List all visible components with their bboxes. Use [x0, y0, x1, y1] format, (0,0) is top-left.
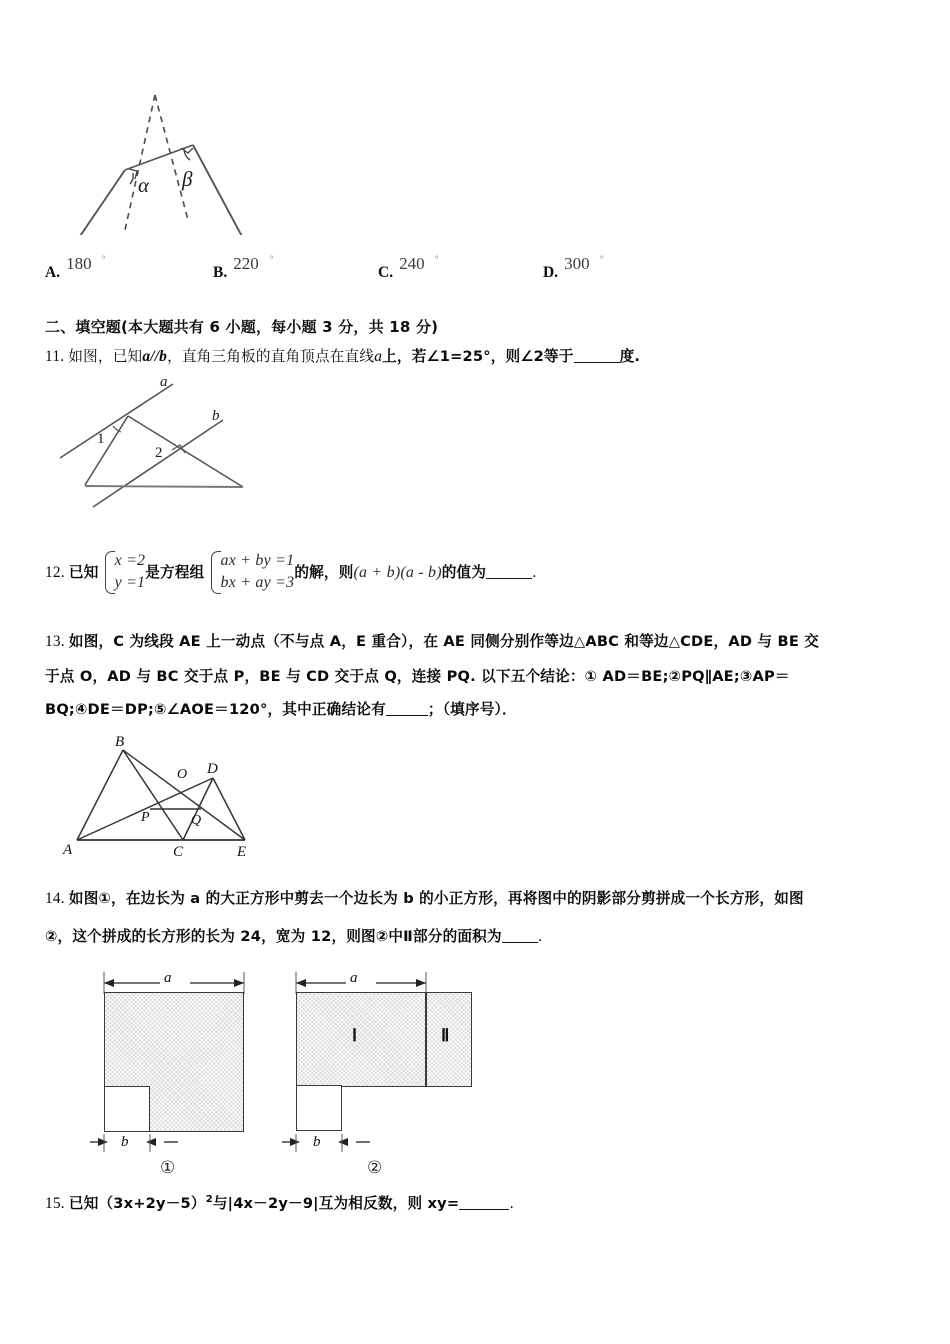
question-11-text-3: 上，若∠1=25°，则∠2等于: [382, 348, 574, 365]
option-d-degree: °: [600, 254, 604, 264]
question-14-line-1: [45, 887, 930, 911]
fig1-cut-square: [104, 1086, 150, 1132]
fig1-dimension-a: [96, 972, 256, 994]
question-13-text-line-3: BQ;④DE＝DP;⑤∠AOE＝120°，其中正确结论有: [45, 701, 386, 718]
point-p-label: P: [141, 810, 150, 825]
system-1-line-1: x =2: [114, 552, 146, 569]
point-d-label: D: [207, 761, 218, 777]
options-row: [45, 254, 905, 292]
question-12-text-4: 的值为: [441, 564, 487, 582]
point-e-label: E: [237, 844, 247, 860]
option-a[interactable]: [45, 254, 106, 282]
question-12-system-2: [209, 550, 295, 593]
fig2-part-1: [296, 992, 426, 1087]
question-15: [45, 1192, 930, 1216]
point-o-label: O: [177, 767, 188, 782]
fig2-cut-square: [296, 1085, 342, 1131]
option-b-value: 220: [233, 254, 259, 273]
option-a-degree: °: [102, 254, 106, 264]
question-13-line-3: [45, 698, 930, 722]
question-11-text-1: 如图，已知: [68, 348, 143, 365]
trapezoid-figure: [45, 70, 275, 235]
point-b-label: B: [115, 734, 125, 750]
option-c[interactable]: [378, 254, 439, 282]
option-b[interactable]: [213, 254, 274, 282]
beta-label: β: [182, 167, 193, 191]
question-12-text-2: 是方程组: [145, 564, 205, 582]
question-14-answer-blank[interactable]: [502, 927, 538, 943]
option-d-value: 300: [564, 254, 590, 273]
system-1-line-2: y =1: [114, 573, 146, 591]
line-b-label: b: [212, 408, 220, 424]
question-11-text-2: ，直角三角板的直角顶点在直线: [167, 348, 375, 365]
question-11-math-2: a: [374, 348, 383, 365]
question-12-text-3: 的解，则: [294, 564, 354, 582]
question-15-text-1: 已知（3x+2y－5）: [68, 1195, 206, 1213]
angle-2-label: 2: [155, 445, 163, 461]
fig1-dimension-b: [88, 1134, 178, 1154]
option-d[interactable]: [543, 254, 604, 282]
question-11-figure-svg: [55, 372, 305, 512]
question-11-number: 11.: [45, 348, 65, 365]
fig2-part-1-label: Ⅰ: [352, 1026, 358, 1045]
fig2-caption: ②: [367, 1158, 383, 1178]
fig1-label-b: b: [121, 1134, 129, 1150]
question-12-number: 12.: [45, 564, 65, 582]
question-14-text-line-2-tail: .: [537, 928, 543, 945]
option-b-degree: °: [270, 254, 274, 264]
point-a-label: A: [63, 842, 73, 858]
question-12-expression: (a + b)(a - b): [353, 564, 442, 582]
question-14-number: 14.: [45, 890, 65, 907]
question-11-math-1: a//b: [142, 348, 168, 365]
option-c-value: 240: [399, 254, 425, 273]
point-q-label: Q: [191, 813, 202, 828]
option-c-degree: °: [435, 254, 439, 264]
system-2-line-2: bx + ay =3: [220, 573, 295, 591]
point-c-label: C: [173, 844, 184, 860]
question-13-line-1: [45, 630, 930, 654]
question-12-text-5: .: [532, 564, 537, 582]
question-13-figure-svg: [55, 728, 285, 863]
question-13-line-2: [45, 665, 930, 689]
question-14-figure-1: [88, 968, 258, 1183]
fig2-label-b: b: [313, 1134, 321, 1150]
alpha-label: α: [138, 173, 150, 197]
option-a-label: A.: [45, 264, 61, 281]
angle-1-label: 1: [97, 431, 105, 447]
fig2-dimension-b: [280, 1134, 370, 1154]
trapezoid-svg: [45, 70, 275, 235]
fig1-caption: ①: [160, 1158, 176, 1178]
fig2-dimension-a: [288, 972, 438, 994]
question-11: [45, 345, 915, 369]
question-13-figure: [55, 728, 285, 863]
option-c-label: C.: [378, 264, 394, 281]
question-12: [45, 552, 915, 595]
question-15-text-2: 与|4x－2y－9|互为相反数，则 xy=: [212, 1195, 460, 1213]
line-a-label: a: [160, 374, 168, 390]
question-13-text-line-3-tail: ；（填序号）．: [427, 701, 517, 718]
fig2-part-2-label: Ⅱ: [441, 1026, 450, 1045]
question-11-figure: [55, 372, 305, 512]
question-13-number: 13.: [45, 633, 65, 650]
question-12-text-1: 已知: [68, 564, 99, 582]
question-13-text-line-2: 于点 O，AD 与 BC 交于点 P，BE 与 CD 交于点 Q，连接 PQ. 以下五个结论：① AD＝BE;②PQ∥AE;③AP＝: [45, 668, 790, 685]
question-14-text-line-2: ②，这个拼成的长方形的长为 24，宽为 12，则图②中Ⅱ部分的面积为: [45, 928, 502, 945]
system-2-line-1: ax + by =1: [220, 552, 295, 569]
question-15-number: 15.: [45, 1195, 65, 1213]
option-a-value: 180: [66, 254, 92, 273]
question-11-answer-blank[interactable]: [574, 347, 620, 363]
option-b-label: B.: [213, 264, 228, 281]
question-14-text-line-1: 如图①，在边长为 a 的大正方形中剪去一个边长为 b 的小正方形，再将图中的阴影部分剪拼成一个长方形，如图: [68, 890, 804, 907]
section-heading: 二、填空题(本大题共有 6 小题，每小题 3 分，共 18 分): [45, 318, 439, 336]
option-d-label: D.: [543, 264, 559, 281]
question-13-answer-blank[interactable]: [386, 700, 428, 716]
question-15-superscript: 2: [205, 1194, 213, 1205]
question-12-answer-blank[interactable]: [486, 564, 532, 580]
question-15-text-3: .: [509, 1195, 515, 1213]
question-11-text-4: 度.: [619, 348, 641, 365]
question-15-answer-blank[interactable]: [459, 1195, 509, 1211]
fig1-label-a: a: [164, 970, 172, 986]
question-13-text-line-1: 如图，C 为线段 AE 上一动点（不与点 A，E 重合），在 AE 同侧分别作等边△ABC 和等边△CDE，AD 与 BE 交: [68, 633, 820, 650]
question-14-line-2: [45, 925, 930, 949]
question-14-figure-2: [280, 968, 490, 1183]
fig2-label-a: a: [350, 970, 358, 986]
question-12-system-1: [103, 550, 146, 593]
